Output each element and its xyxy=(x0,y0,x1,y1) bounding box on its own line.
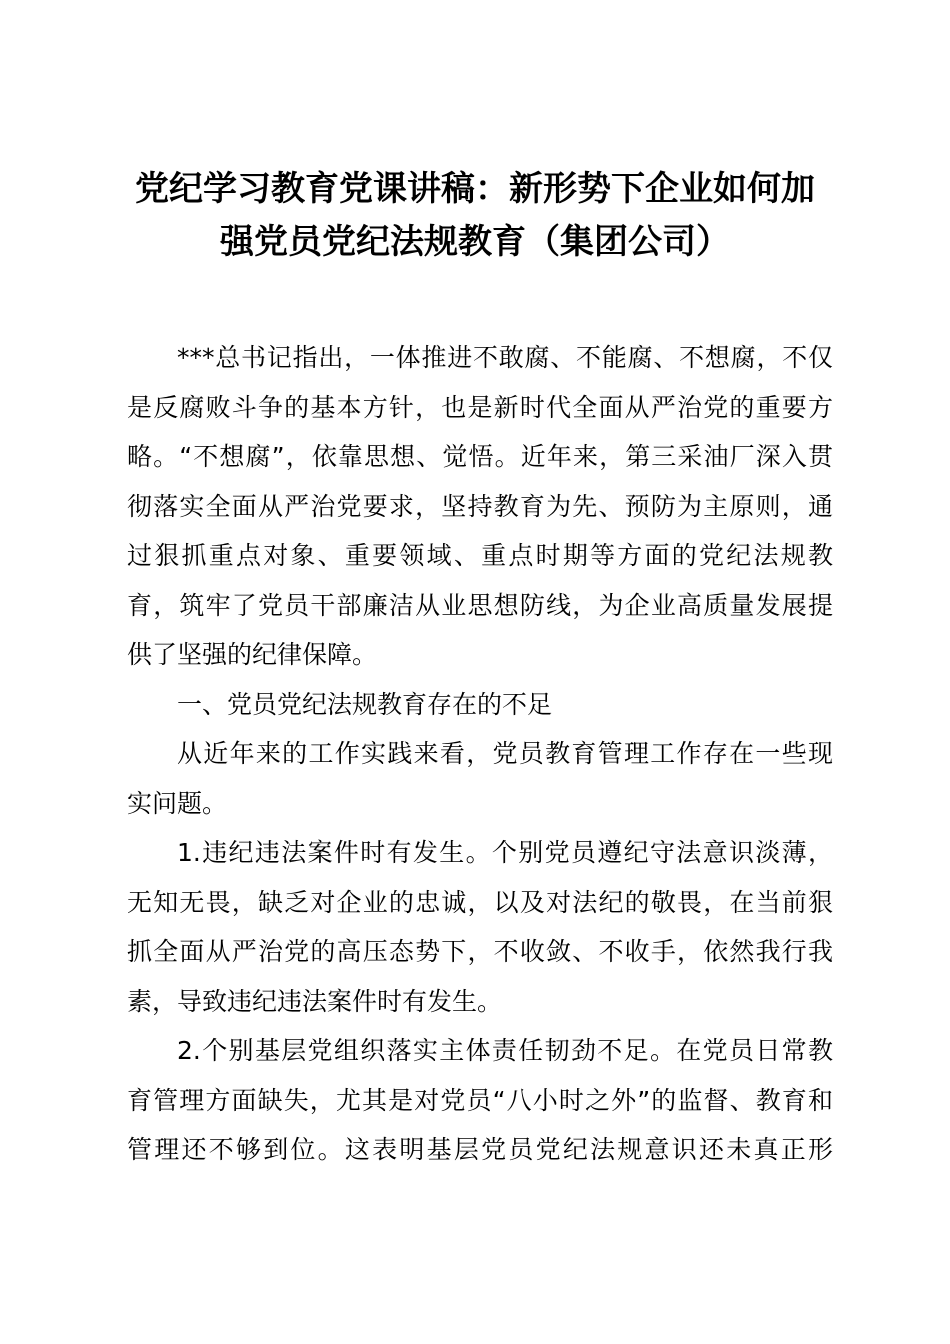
body-line: 实问题。 xyxy=(127,788,228,818)
body-line: 无知无畏，缺乏对企业的忠诚，以及对法纪的敬畏，在当前狠 xyxy=(127,887,833,917)
body-line: 育管理方面缺失，尤其是对党员“八小时之外”的监督、教育和 xyxy=(127,1085,833,1115)
body-line: 彻落实全面从严治党要求，坚持教育为先、预防为主原则，通 xyxy=(127,491,833,521)
body-line: 略。“不想腐”，依靠思想、觉悟。近年来，第三采油厂深入贯 xyxy=(127,442,833,471)
body-line: 1.违纪违法案件时有发生。个别党员遵纪守法意识淡薄， xyxy=(177,838,833,867)
title-line-1: 党纪学习教育党课讲稿：新形势下企业如何加 xyxy=(135,169,815,209)
body-line: 素，导致违纪违法案件时有发生。 xyxy=(127,986,503,1016)
body-line: 管理还不够到位。这表明基层党员党纪法规意识还未真正形 xyxy=(127,1135,833,1164)
title-line-2: 强党员党纪法规教育（集团公司） xyxy=(220,222,730,262)
section-heading: 一、党员党纪法规教育存在的不足 xyxy=(177,689,553,719)
body-line: 是反腐败斗争的基本方针，也是新时代全面从严治党的重要方 xyxy=(127,392,833,422)
body-line: 从近年来的工作实践来看，党员教育管理工作存在一些现 xyxy=(177,739,833,768)
body-line: 供了坚强的纪律保障。 xyxy=(127,640,378,669)
body-line: ***总书记指出，一体推进不敢腐、不能腐、不想腐，不仅 xyxy=(177,343,833,372)
document-title xyxy=(100,163,850,269)
body-line: 2.个别基层党组织落实主体责任韧劲不足。在党员日常教 xyxy=(177,1036,833,1065)
body-line: 抓全面从严治党的高压态势下，不收敛、不收手，依然我行我 xyxy=(127,937,833,966)
document-body xyxy=(127,333,833,1175)
body-line: 过狠抓重点对象、重要领域、重点时期等方面的党纪法规教 xyxy=(127,541,833,570)
body-line: 育，筑牢了党员干部廉洁从业思想防线，为企业高质量发展提 xyxy=(127,590,833,620)
